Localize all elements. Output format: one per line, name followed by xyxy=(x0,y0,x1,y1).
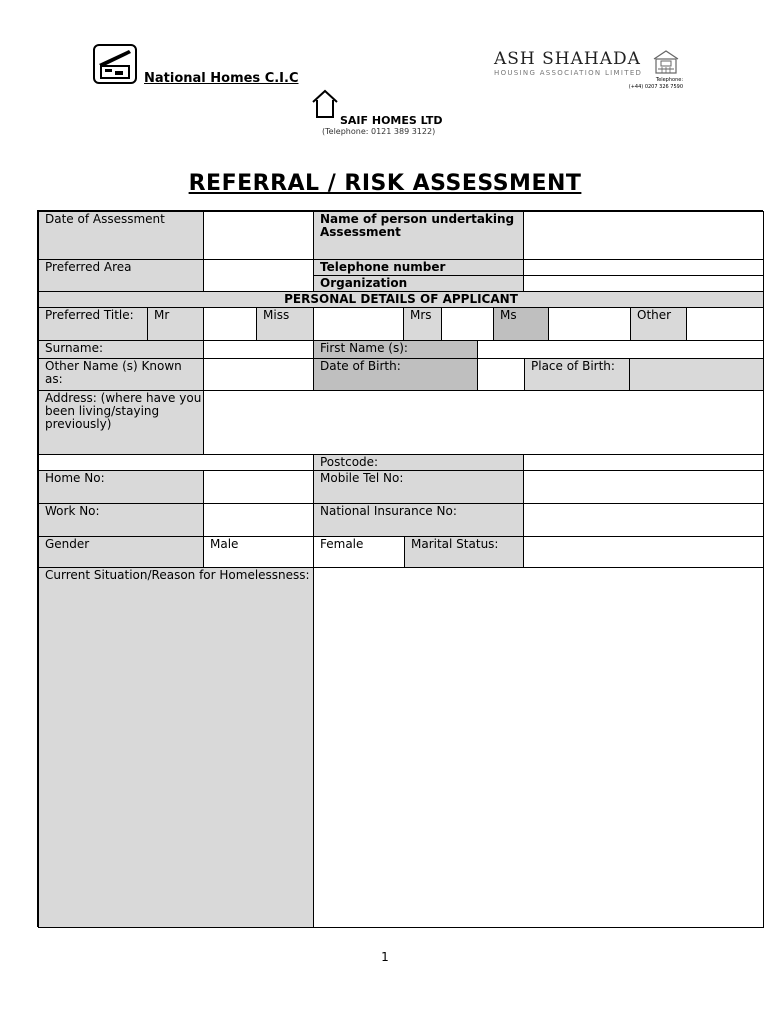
saif-homes-house-icon xyxy=(310,89,340,119)
organization-field[interactable] xyxy=(523,275,764,292)
postcode-spacer xyxy=(38,454,314,471)
current-situation-field[interactable] xyxy=(313,567,764,928)
assessor-name-field[interactable] xyxy=(523,211,764,260)
saif-homes-name: SAIF HOMES LTD xyxy=(340,114,443,127)
ash-telephone-label: Telephone: xyxy=(655,77,683,83)
postcode-field[interactable] xyxy=(523,454,764,471)
other-names-label: Other Name (s) Known as: xyxy=(38,358,204,391)
first-names-field[interactable] xyxy=(477,340,764,359)
preferred-area-label: Preferred Area xyxy=(38,259,204,292)
section-personal-details: PERSONAL DETAILS OF APPLICANT xyxy=(38,291,764,308)
page-title: REFERRAL / RISK ASSESSMENT xyxy=(188,171,582,196)
work-no-label: Work No: xyxy=(38,503,204,537)
preferred-area-field[interactable] xyxy=(203,259,314,292)
title-ms-checkbox[interactable] xyxy=(548,307,631,341)
address-field[interactable] xyxy=(203,390,764,455)
current-situation-label: Current Situation/Reason for Homelessness: xyxy=(38,567,314,928)
home-no-field[interactable] xyxy=(203,470,314,504)
marital-status-label: Marital Status: xyxy=(404,536,524,568)
page-number: 1 xyxy=(381,950,389,964)
home-no-label: Home No: xyxy=(38,470,204,504)
gender-female-option[interactable]: Female xyxy=(313,536,405,568)
ash-telephone-number: (+44) 0207 326 7590 xyxy=(628,84,683,90)
national-homes-name: National Homes C.I.C xyxy=(144,71,299,86)
ash-shahada-subtitle: HOUSING ASSOCIATION LIMITED xyxy=(494,69,643,77)
mobile-tel-field[interactable] xyxy=(523,470,764,504)
telephone-number-label: Telephone number xyxy=(313,259,524,276)
saif-homes-telephone: (Telephone: 0121 389 3122) xyxy=(322,127,436,136)
marital-status-field[interactable] xyxy=(523,536,764,568)
title-mr-label: Mr xyxy=(147,307,204,341)
national-homes-logo-icon xyxy=(93,44,137,84)
title-mrs-checkbox[interactable] xyxy=(441,307,494,341)
ash-shahada-building-icon xyxy=(651,49,681,75)
ni-no-field[interactable] xyxy=(523,503,764,537)
date-of-birth-label: Date of Birth: xyxy=(313,358,478,391)
surname-field[interactable] xyxy=(203,340,314,359)
title-miss-label: Miss xyxy=(256,307,314,341)
telephone-number-field[interactable] xyxy=(523,259,764,276)
date-of-birth-field[interactable] xyxy=(477,358,525,391)
title-other-field[interactable] xyxy=(686,307,764,341)
other-names-field[interactable] xyxy=(203,358,314,391)
assessor-name-label: Name of person undertaking Assessment xyxy=(313,211,524,260)
preferred-title-label: Preferred Title: xyxy=(38,307,148,341)
ni-no-label: National Insurance No: xyxy=(313,503,524,537)
title-miss-checkbox[interactable] xyxy=(313,307,404,341)
title-mr-checkbox[interactable] xyxy=(203,307,257,341)
date-of-assessment-field[interactable] xyxy=(203,211,314,260)
gender-male-option[interactable]: Male xyxy=(203,536,314,568)
referral-form xyxy=(37,210,763,927)
title-mrs-label: Mrs xyxy=(403,307,442,341)
work-no-field[interactable] xyxy=(203,503,314,537)
postcode-label: Postcode: xyxy=(313,454,524,471)
gender-label: Gender xyxy=(38,536,204,568)
ash-shahada-name: ASH SHAHADA xyxy=(494,49,641,69)
date-of-assessment-label: Date of Assessment xyxy=(38,211,204,260)
mobile-tel-label: Mobile Tel No: xyxy=(313,470,524,504)
surname-label: Surname: xyxy=(38,340,204,359)
first-names-label: First Name (s): xyxy=(313,340,478,359)
address-label: Address: (where have you been living/staying previously) xyxy=(38,390,204,455)
title-other-label: Other xyxy=(630,307,687,341)
place-of-birth-label: Place of Birth: xyxy=(524,358,630,391)
title-ms-label: Ms xyxy=(493,307,549,341)
organization-label: Organization xyxy=(313,275,524,292)
place-of-birth-field[interactable] xyxy=(629,358,764,391)
